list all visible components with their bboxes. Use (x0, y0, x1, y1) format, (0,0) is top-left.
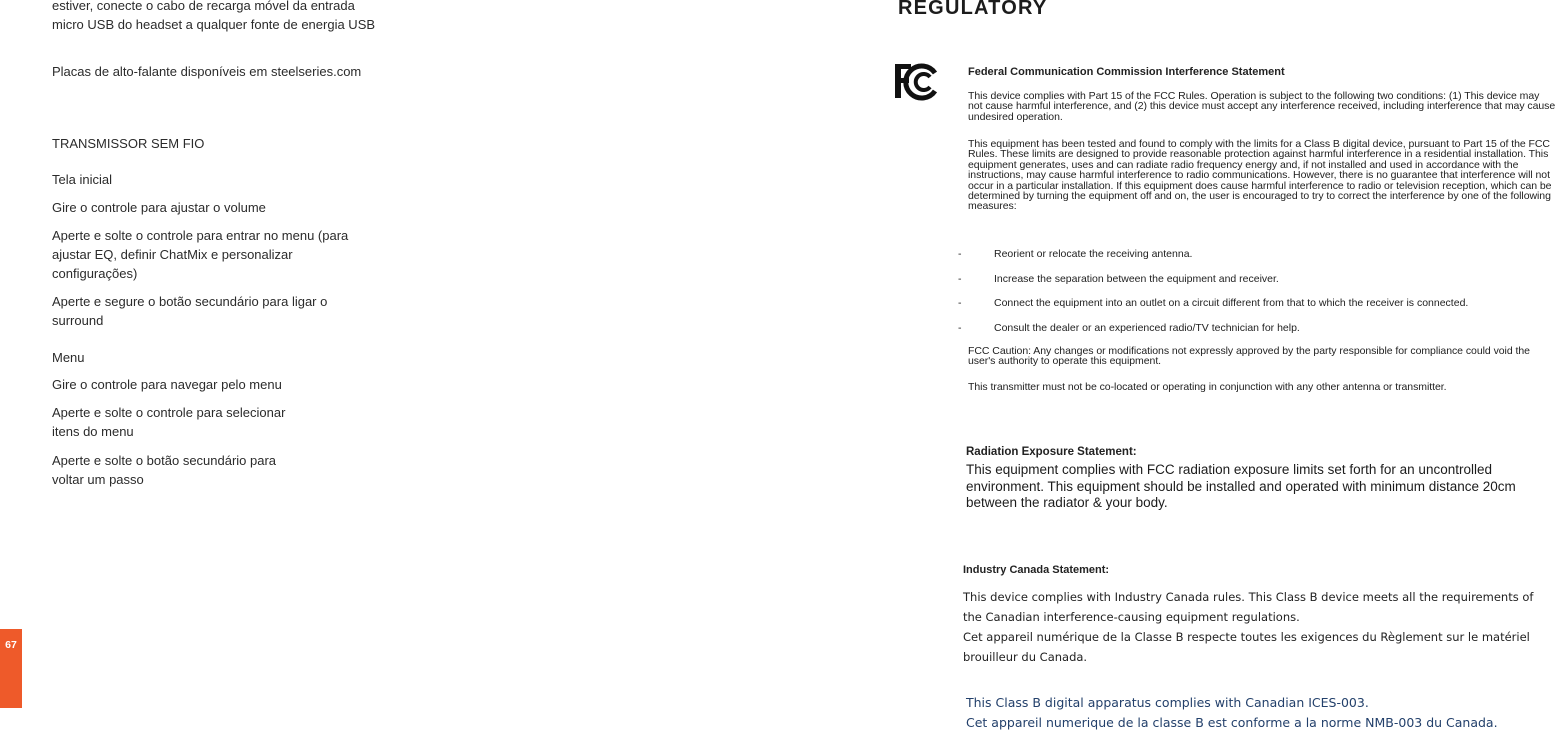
fcc-caution: FCC Caution: Any changes or modifications not expressly approved by the party responsible for compliance could void the user's authority to operate this equipment. (968, 345, 1530, 368)
bullet-item: - Consult the dealer or an experienced radio/TV technician for help. (958, 322, 1300, 334)
menu-title: Menu (52, 350, 85, 365)
fcc-paragraph-1: This device complies with Part 15 of the FCC Rules. Operation is subject to the following two conditions: (1) This device may not cause harmful interference, and (2) this device must accept any interference received, including interference that may cause undesired operation. (968, 90, 1555, 123)
transmitter-statement: This transmitter must not be co-located or operating in conjunction with any other antenna or transmitter. (968, 381, 1447, 393)
section-title: TRANSMISSOR SEM FIO (52, 136, 205, 151)
speaker-plates-text: Placas de alto-falante disponíveis em steelseries.com (52, 64, 362, 79)
bullet-item: - Reorient or relocate the receiving antenna. (958, 248, 1193, 260)
menu-item: Aperte e solte o controle para selecionar itens do menu (52, 405, 286, 439)
page-number: 67 (5, 639, 17, 651)
fcc-logo (892, 61, 938, 101)
home-item: Aperte e solte o controle para entrar no menu (para ajustar EQ, definir ChatMix e personalizar configurações) (52, 228, 349, 281)
intro-paragraph (52, 0, 382, 34)
bullet-item: - Increase the separation between the equipment and receiver. (958, 273, 1279, 285)
industry-canada-french: Cet appareil numérique de la Classe B respecte toutes les exigences du Règlement sur le matériel brouilleur du Canada. (963, 630, 1530, 664)
industry-canada-title: Industry Canada Statement: (963, 564, 1110, 576)
page-title: REGULATORY (898, 0, 1048, 19)
ices-english: This Class B digital apparatus complies with Canadian ICES-003. (966, 695, 1369, 710)
fcc-paragraph-2: This equipment has been tested and found to comply with the limits for a Class B digital device, pursuant to Part 15 of the FCC Rules. These limits are designed to provide reasonable protection against harmful interference in a residential installation. This equipment generates, uses and can radiate radio frequency energy and, if not installed and used in accordance with the instructions, may cause harmful interference to radio communications. However, there is no guarantee that interference will not occur in a particular installation. If this equipment does cause harmful interference to radio or television reception, which can be determined by turning the equipment off and on, the user is encouraged to try to correct the interference by one of the following measures: (968, 138, 1552, 213)
radiation-title: Radiation Exposure Statement: (966, 446, 1137, 458)
fcc-statement-title: Federal Communication Commission Interference Statement (968, 66, 1285, 78)
menu-item: Gire o controle para navegar pelo menu (52, 377, 282, 392)
ices-french: Cet appareil numerique de la classe B est conforme a la norme NMB-003 du Canada. (966, 715, 1498, 730)
radiation-body: This equipment complies with FCC radiation exposure limits set forth for an uncontrolled environment. This equipment should be installed and operated with minimum distance 20cm between the radiator & your body. (966, 462, 1516, 510)
industry-canada-english: This device complies with Industry Canada rules. This Class B device meets all the requirements of the Canadian interference-causing equipment regulations. (963, 590, 1534, 624)
home-item: Gire o controle para ajustar o volume (52, 200, 266, 215)
bullet-item: - Connect the equipment into an outlet on a circuit different from that to which the receiver is connected. (958, 297, 1469, 309)
menu-item: Aperte e solte o botão secundário para voltar um passo (52, 453, 277, 487)
intro-text: estiver, conecte o cabo de recarga móvel da entrada micro USB do headset a qualquer fonte de energia USB (52, 0, 376, 32)
home-screen-title: Tela inicial (52, 172, 112, 187)
home-item: Aperte e segure o botão secundário para ligar o surround (52, 294, 328, 328)
